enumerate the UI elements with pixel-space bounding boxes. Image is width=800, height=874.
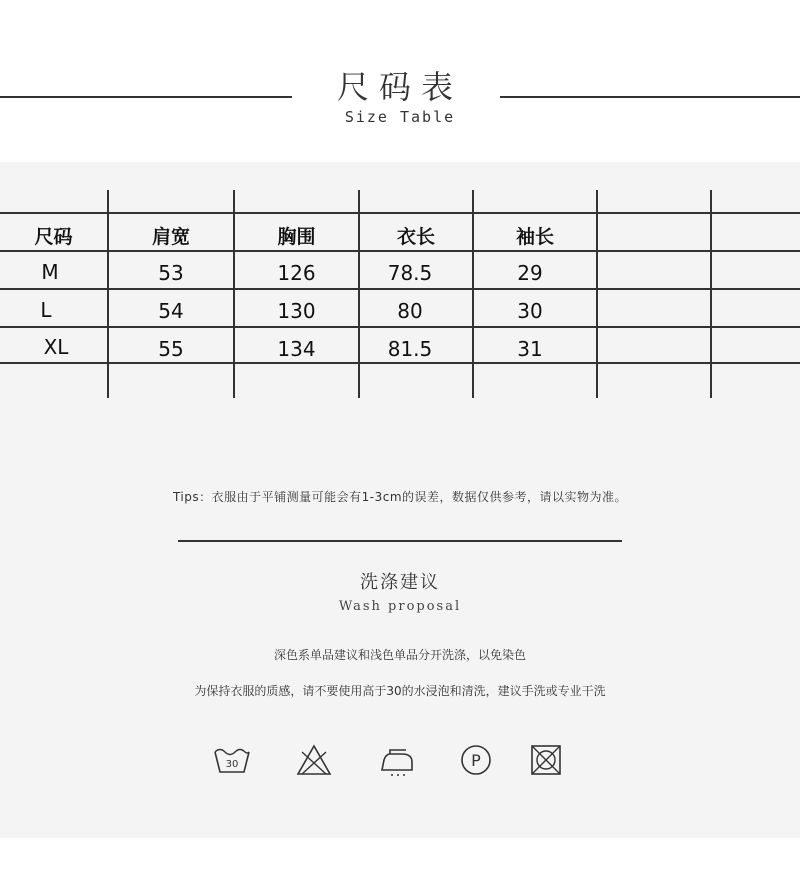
footer [0, 838, 800, 874]
wash-subtitle: Wash proposal [338, 599, 462, 614]
table-vline [710, 190, 712, 398]
page-subtitle: Size Table [344, 108, 456, 126]
wash-note-temperature: 为保持衣服的质感，请不要使用高于30的水浸泡和清洗，建议手洗或专业干洗 [194, 684, 606, 698]
wash-30-icon [212, 742, 252, 778]
table-header-cell: 胸围 [277, 226, 316, 248]
wash-note-dark-colors: 深色系单品建议和浅色单品分开洗涤，以免染色 [273, 648, 526, 662]
table-cell: 30 [517, 299, 543, 323]
dry-clean-p-icon [456, 742, 496, 778]
table-cell-size: M [41, 260, 59, 284]
no-tumble-dry-icon [526, 742, 566, 778]
measurement-tips: Tips：衣服由于平铺测量可能会有1-3cm的误差，数据仅供参考，请以实物为准。 [172, 490, 628, 504]
table-cell: 78.5 [387, 261, 433, 285]
table-cell: 80 [397, 299, 423, 323]
page-title: 尺码表 [336, 68, 463, 106]
table-vline [596, 190, 598, 398]
table-cell: 55 [158, 337, 184, 361]
table-cell-size: XL [43, 335, 69, 359]
table-cell: 54 [158, 299, 184, 323]
table-hline [0, 250, 800, 252]
header [0, 0, 800, 162]
table-cell: 126 [277, 261, 316, 285]
table-cell: 29 [517, 261, 543, 285]
table-hline [0, 362, 800, 364]
table-cell: 130 [277, 299, 316, 323]
table-hline [0, 212, 800, 214]
table-header-cell: 袖长 [515, 226, 554, 248]
table-cell-size: L [40, 298, 52, 322]
svg-text:P: P [471, 751, 481, 770]
table-header-cell: 尺码 [34, 226, 73, 248]
table-header-cell: 肩宽 [151, 226, 190, 248]
size-table [0, 162, 800, 402]
table-cell: 31 [517, 337, 543, 361]
wash-temp-label: 30 [225, 759, 239, 770]
iron-icon [376, 742, 416, 778]
section-divider [178, 540, 622, 542]
no-bleach-icon [294, 742, 334, 778]
table-hline [0, 288, 800, 290]
table-cell: 53 [158, 261, 184, 285]
table-header-cell: 衣长 [396, 226, 435, 248]
table-cell: 81.5 [387, 337, 433, 361]
table-hline [0, 326, 800, 328]
wash-title: 洗涤建议 [360, 572, 440, 593]
table-cell: 134 [277, 337, 316, 361]
